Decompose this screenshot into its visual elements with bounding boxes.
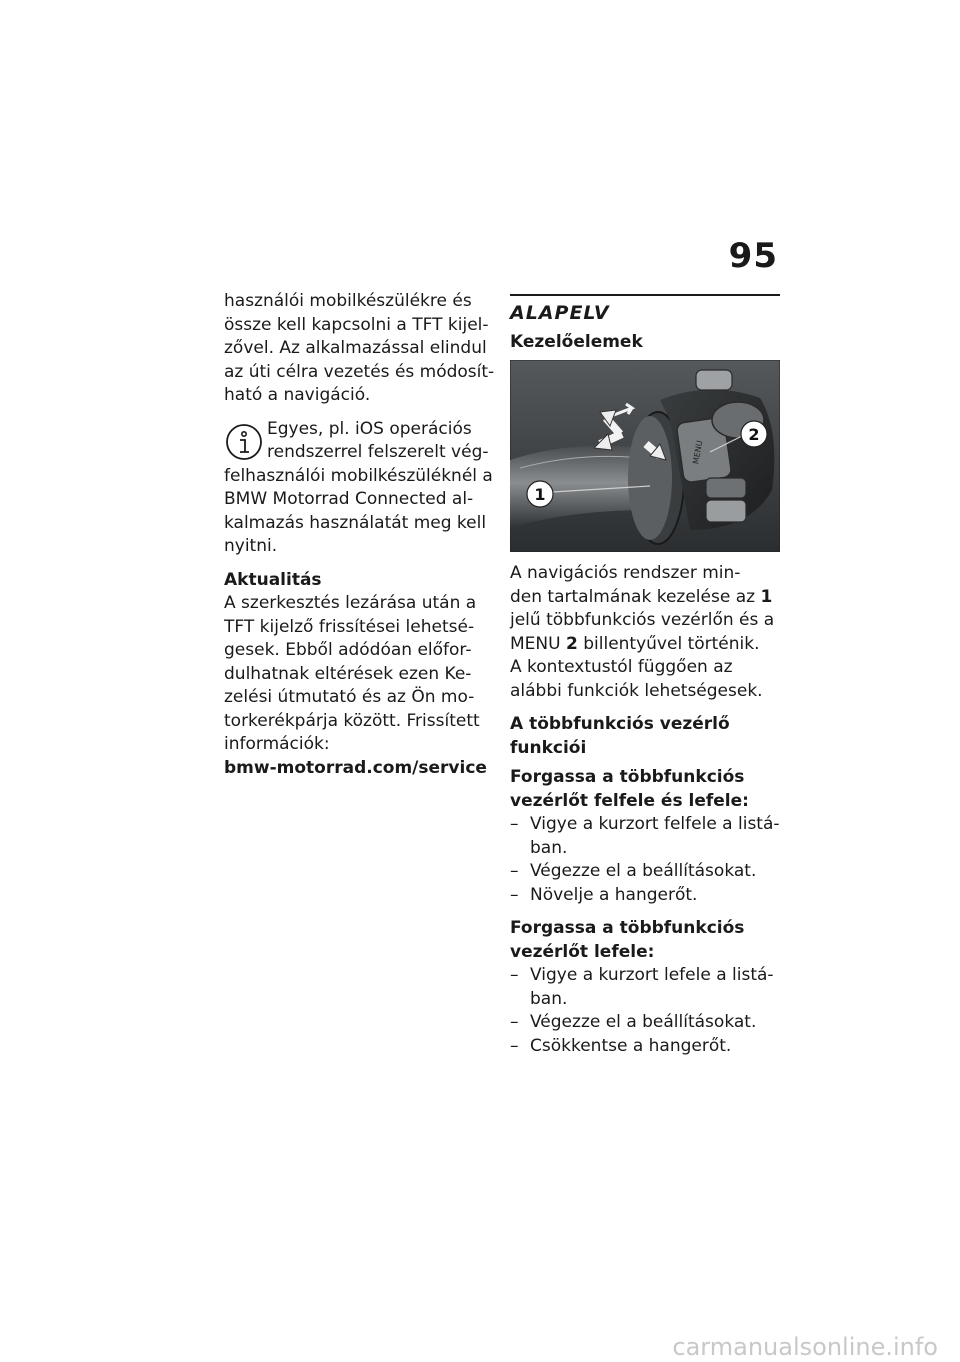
left-column (224, 290, 495, 780)
list-item: – Csökkentse a hangerőt. (510, 1035, 780, 1059)
group2-heading: Forgassa a többfunkciós vezérlőt lefele: (510, 918, 745, 962)
group1-list (510, 813, 780, 907)
list-item: – Végezze el a beállításokat. (510, 860, 780, 884)
functions-heading: A többfunkciós vezérlő funkciói (510, 714, 730, 758)
info-icon (224, 422, 264, 462)
group1-heading: Forgassa a többfunkciós vezérlőt felfele és lefele: (510, 767, 749, 811)
actuality-heading: Aktualitás (224, 569, 322, 590)
group2-list (510, 964, 780, 1058)
intro-paragraph: használói mobilkészülékre és össze kell kapcsolni a TFT kijel- zővel. Az alkalmazással elindul az úti célra vezetés és módosít- ható a navigáció. (224, 291, 495, 405)
list-item: – Növelje a hangerőt. (510, 884, 780, 908)
service-url: bmw-motorrad.com/service (224, 757, 487, 778)
right-column (510, 290, 780, 1068)
actuality-paragraph: A szerkesztés lezárása után a TFT kijelző frissítései lehetsé- gesek. Ebből adódóan előfor- dulhatnak eltérések ezen Ke- zelési útmutató és az Ön mo- torkerékpárja között. Frissített információk: (224, 593, 480, 754)
list-item: – Vigye a kurzort felfele a listá- ban. (510, 813, 780, 860)
callout-1-label: 1 (534, 485, 546, 504)
section-title: ALAPELV (510, 294, 780, 324)
controls-description: A navigációs rendszer min- den tartalmának kezelése az 1 jelű többfunkciós vezérlőn és a MENU 2 billentyűvel történik. A kontextustól függően az alábbi funkciók lehetségesek. (510, 563, 775, 701)
sub-title: Kezelőelemek (510, 332, 643, 352)
menu-button-text: MENU (691, 439, 705, 465)
info-note: Egyes, pl. iOS operációs rendszerrel felszerelt vég- felhasználói mobilkészüléknél a BMW Motorrad Connected al- kalmazás használatát meg kell nyitni. (224, 418, 493, 556)
handlebar-controls-figure (510, 360, 780, 552)
page-number: 95 (728, 236, 778, 276)
list-item: – Végezze el a beállításokat. (510, 1011, 780, 1035)
watermark: carmanualsonline.info (672, 1333, 938, 1361)
callout-2-label: 2 (748, 425, 760, 444)
list-item: – Vigye a kurzort lefele a listá- ban. (510, 964, 780, 1011)
